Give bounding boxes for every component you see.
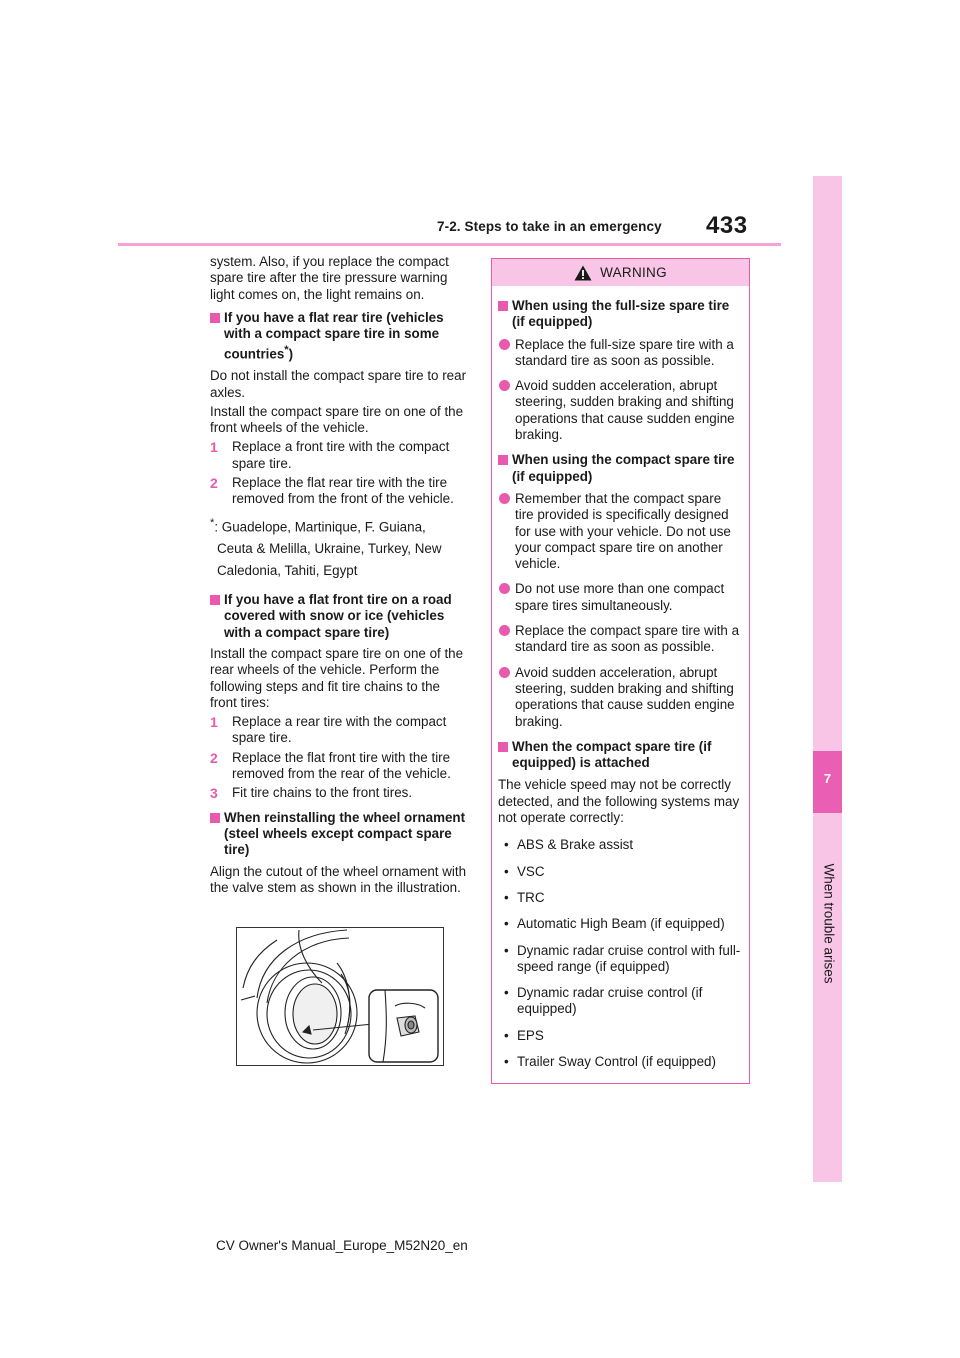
step-item: [210, 439, 468, 472]
section-heading-text: If you have a flat rear tire (vehicles with a compact spare tire in some countries: [224, 309, 444, 362]
bullet-text: Replace the full-size spare tire with a standard tire as soon as possible.: [515, 336, 734, 368]
warning-heading-full-size-spare: [498, 298, 741, 331]
wheel-ornament-illustration: [236, 927, 444, 1066]
paragraph: Install the compact spare tire on one of the rear wheels of the vehicle. Perform the following steps and fit tire chains to the front tires:: [210, 645, 464, 710]
section-square-icon: [498, 742, 508, 752]
warning-heading-text: When the compact spare tire (if equipped) is attached: [512, 738, 712, 771]
bullet-text: Remember that the compact spare tire provided is specifically designed for use with your vehicle. Do not use your compact spare tire on another vehicle.: [515, 490, 731, 572]
list-bullet-icon: •: [504, 916, 509, 932]
list-bullet-icon: •: [504, 985, 509, 1001]
step-item: [210, 785, 468, 801]
bullet-text: Avoid sudden acceleration, abrupt steering, sudden braking and shifting operations that cause sudden engine braking.: [515, 378, 735, 443]
list-item-text: VSC: [517, 863, 545, 879]
system-list-item: [498, 1028, 741, 1044]
section-title: 7-2. Steps to take in an emergency: [437, 219, 662, 234]
list-bullet-icon: •: [504, 1027, 509, 1043]
system-list-item: [498, 864, 741, 880]
step-text: Replace the flat rear tire with the tire removed from the front of the vehicle.: [232, 475, 454, 507]
bullet-text: Replace the compact spare tire with a standard tire as soon as possible.: [515, 623, 740, 655]
section-square-icon: [210, 595, 220, 605]
page-number: 433: [706, 212, 748, 239]
list-bullet-icon: •: [504, 1053, 509, 1069]
list-bullet-icon: •: [504, 837, 509, 853]
system-list-item: [498, 985, 741, 1018]
warning-heading-compact-attached: [498, 739, 741, 772]
chapter-number: 7: [823, 771, 832, 786]
warning-heading-compact-spare: [498, 452, 741, 485]
step-item: [210, 714, 468, 747]
list-item-text: ABS & Brake assist: [517, 837, 634, 853]
section-heading-text: If you have a flat front tire on a road covered with snow or ice (vehicles with a compact spare tire): [224, 592, 452, 640]
wheel-illustration-svg: [237, 928, 443, 1065]
bullet-dot-icon: [499, 667, 510, 678]
section-heading-text: When reinstalling the wheel ornament (steel wheels except compact spare tire): [224, 809, 466, 858]
paragraph: Install the compact spare tire on one of the front wheels of the vehicle.: [210, 403, 464, 436]
bullet-text: Do not use more than one compact spare tires simultaneously.: [515, 581, 725, 613]
warning-heading-text: When using the compact spare tire (if equipped): [512, 452, 735, 484]
section-heading-flat-front-tire: [210, 592, 468, 641]
section-square-icon: [210, 813, 220, 823]
system-list-item: [498, 1054, 741, 1070]
header-divider: [118, 243, 781, 246]
section-heading-close: ): [288, 346, 294, 362]
warning-bullet: [498, 623, 741, 656]
list-item-text: TRC: [517, 889, 545, 905]
warning-bullet: [498, 337, 741, 370]
section-square-icon: [210, 313, 220, 323]
warning-bullet: [498, 665, 741, 730]
warning-heading-text: When using the full-size spare tire (if equipped): [512, 298, 730, 330]
list-item-text: EPS: [517, 1027, 544, 1043]
left-column: [210, 254, 468, 903]
chapter-label: When trouble arises: [821, 863, 837, 984]
warning-box: [491, 258, 750, 1084]
system-list-item: [498, 837, 741, 853]
step-item: [210, 475, 468, 508]
list-item-text: Dynamic radar cruise control with full-speed range (if equipped): [517, 942, 741, 974]
step-number: 1: [210, 439, 218, 456]
section-square-icon: [498, 301, 508, 311]
system-list-item: [498, 890, 741, 906]
list-item-text: Automatic High Beam (if equipped): [517, 916, 725, 932]
step-text: Fit tire chains to the front tires.: [232, 785, 413, 801]
step-text: Replace a front tire with the compact spare tire.: [232, 439, 450, 471]
footnote-line: Ceuta & Melilla, Ukraine, Turkey, New: [217, 541, 442, 557]
paragraph: Do not install the compact spare tire to rear axles.: [210, 368, 467, 400]
footer-manual-id: CV Owner's Manual_Europe_M52N20_en: [216, 1238, 468, 1253]
step-number: 2: [210, 475, 218, 492]
footnote-line: [210, 512, 468, 538]
footnote-marker: *: [284, 344, 289, 357]
list-bullet-icon: •: [504, 889, 509, 905]
bullet-dot-icon: [499, 380, 510, 391]
footnote-line: Caledonia, Tahiti, Egypt: [217, 563, 358, 579]
step-text: Replace a rear tire with the compact spare tire.: [232, 714, 447, 746]
warning-bullet: [498, 581, 741, 614]
chapter-side-tab: [813, 176, 842, 1182]
bullet-dot-icon: [499, 493, 510, 504]
warning-bullet: [498, 378, 741, 443]
step-number: 2: [210, 749, 218, 766]
bullet-dot-icon: [499, 339, 510, 350]
list-bullet-icon: •: [504, 942, 509, 958]
warning-paragraph: The vehicle speed may not be correctly detected, and the following systems may not operate correctly:: [498, 777, 740, 826]
warning-bullet: [498, 491, 741, 572]
footnote: [210, 512, 468, 582]
section-square-icon: [498, 455, 508, 465]
system-list-item: [498, 943, 741, 976]
section-heading-wheel-ornament: [210, 810, 468, 859]
step-text: Replace the flat front tire with the tire removed from the rear of the vehicle.: [232, 749, 451, 782]
bullet-dot-icon: [499, 625, 510, 636]
step-item: [210, 750, 468, 783]
warning-header: [492, 259, 749, 286]
list-bullet-icon: •: [504, 863, 509, 879]
intro-paragraph: system. Also, if you replace the compact spare tire after the tire pressure warning light comes on, the light remains on.: [210, 254, 449, 302]
paragraph: Align the cutout of the wheel ornament with the valve stem as shown in the illustration.: [210, 863, 467, 895]
warning-triangle-icon: [574, 265, 592, 281]
system-list-item: [498, 916, 741, 932]
warning-title: WARNING: [600, 265, 667, 280]
footnote-text: : Guadelope, Martinique, F. Guiana,: [214, 519, 426, 535]
list-item-text: Trailer Sway Control (if equipped): [517, 1053, 716, 1069]
bullet-text: Avoid sudden acceleration, abrupt steering, sudden braking and shifting operations that cause sudden engine braking.: [515, 664, 735, 729]
warning-body: [492, 286, 749, 1070]
bullet-dot-icon: [499, 583, 510, 594]
section-heading-flat-rear-tire: [210, 310, 468, 363]
list-item-text: Dynamic radar cruise control (if equipped): [517, 985, 703, 1017]
step-number: 3: [210, 785, 218, 802]
step-number: 1: [210, 714, 218, 731]
footnote-mark: *: [210, 516, 215, 529]
